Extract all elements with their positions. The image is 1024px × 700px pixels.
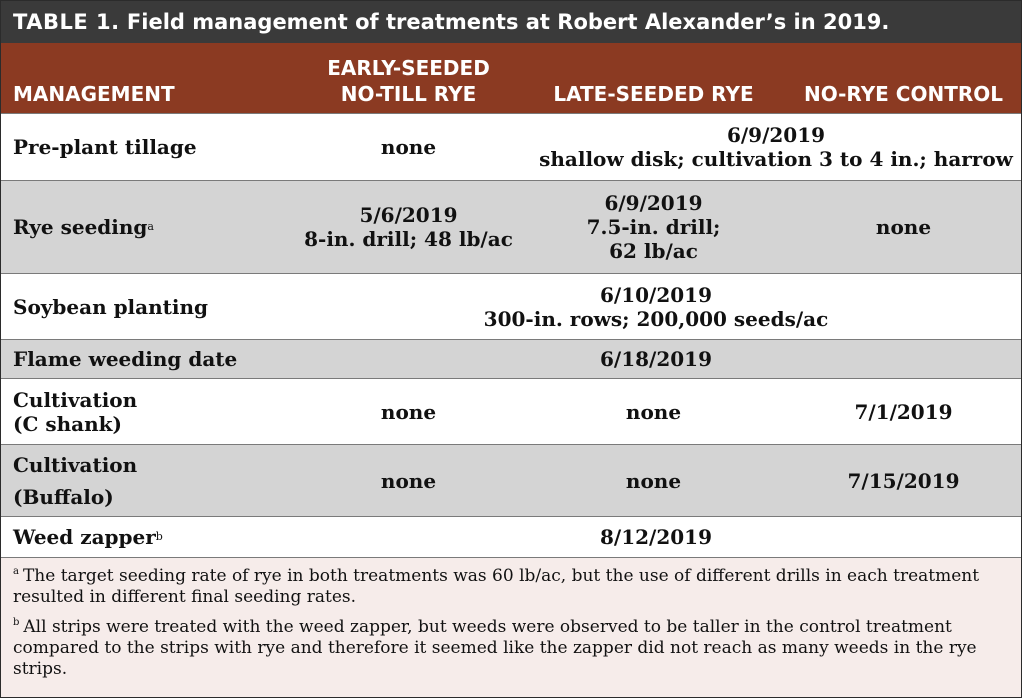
header-no-rye-control: NO-RYE CONTROL: [803, 82, 1004, 106]
table-row-cultivation-buffalo: [1, 444, 1021, 516]
table-row-cultivation-c-shank: [1, 378, 1021, 444]
footnote-marker: a: [13, 566, 19, 578]
cell-all-treatments: [301, 274, 1011, 339]
cell-early: none: [380, 468, 437, 493]
cell-late: [546, 181, 761, 273]
cell-line: shallow disk; cultivation 3 to 4 in.; harrow: [539, 147, 1013, 171]
footnote-a: [13, 566, 1009, 608]
cell-line: 5/6/2019: [359, 203, 458, 227]
cell-late: none: [625, 468, 682, 493]
cell-all-treatments: 8/12/2019: [599, 525, 713, 549]
table-row-rye-seeding: [1, 180, 1021, 273]
cell-early: [301, 181, 516, 273]
footnote-marker: b: [13, 617, 20, 629]
header-early-line1: EARLY-SEEDED: [327, 56, 490, 80]
row-label: Soybean planting: [13, 294, 209, 319]
cell-late-control: [531, 114, 1021, 180]
cell-control: 7/1/2019: [854, 399, 953, 424]
row-label-line: (C shank): [13, 411, 122, 436]
table-row-preplant-tillage: [1, 113, 1021, 180]
row-label-line: (Buffalo): [13, 484, 114, 509]
row-label-line: Cultivation: [13, 387, 138, 412]
footnote-text: All strips were treated with the weed zapper, but weeds were observed to be taller in the control treatment compared to the strips with rye and therefore it seemed like the zapper did not reach as many weeds in the rye strips.: [13, 617, 977, 679]
table-row-flame-weeding: [1, 339, 1021, 378]
header-early-seeded: [301, 55, 516, 107]
cell-control: none: [875, 215, 932, 239]
cell-line: 6/9/2019: [726, 123, 826, 147]
row-label-line: Cultivation: [13, 452, 138, 477]
table-number: TABLE 1.: [13, 10, 120, 34]
table-header: [1, 43, 1021, 113]
table-title: [1, 1, 1021, 43]
cell-all-treatments: 6/18/2019: [599, 347, 713, 371]
row-label: Weed zapper b: [13, 525, 163, 549]
table-caption: Field management of treatments at Robert Alexander’s in 2019.: [126, 10, 890, 34]
header-management: MANAGEMENT: [13, 82, 175, 106]
row-label: Flame weeding date: [13, 347, 238, 371]
row-label: Rye seeding a: [13, 215, 154, 239]
row-label-text: Weed zapper: [13, 525, 156, 549]
cell-late: none: [625, 399, 682, 424]
cell-early: none: [380, 135, 437, 159]
cell-line: 6/10/2019: [599, 282, 712, 307]
header-early-line2: NO-TILL RYE: [340, 82, 477, 106]
cell-line: 7.5-in. drill;: [586, 215, 721, 239]
cell-line: 8-in. drill; 48 lb/ac: [304, 227, 513, 251]
cell-line: 300-in. rows; 200,000 seeds/ac: [483, 306, 829, 331]
footnote-b: [13, 617, 1009, 680]
table-row-soybean-planting: [1, 273, 1021, 339]
cell-line: 6/9/2019: [604, 191, 703, 215]
cell-control: 7/15/2019: [847, 468, 960, 493]
cell-early: none: [380, 399, 437, 424]
row-label: Pre-plant tillage: [13, 135, 197, 159]
table-row-weed-zapper: [1, 516, 1021, 557]
cell-line: 62 lb/ac: [609, 239, 698, 263]
table-footnotes: [1, 557, 1021, 698]
row-label: [13, 445, 137, 516]
row-label: [13, 379, 137, 444]
header-late-seeded: LATE-SEEDED RYE: [553, 82, 754, 106]
row-label-text: Rye seeding: [13, 215, 148, 239]
footnote-text: The target seeding rate of rye in both treatments was 60 lb/ac, but the use of different drills in each treatment resulted in different final seeding rates.: [13, 566, 980, 607]
